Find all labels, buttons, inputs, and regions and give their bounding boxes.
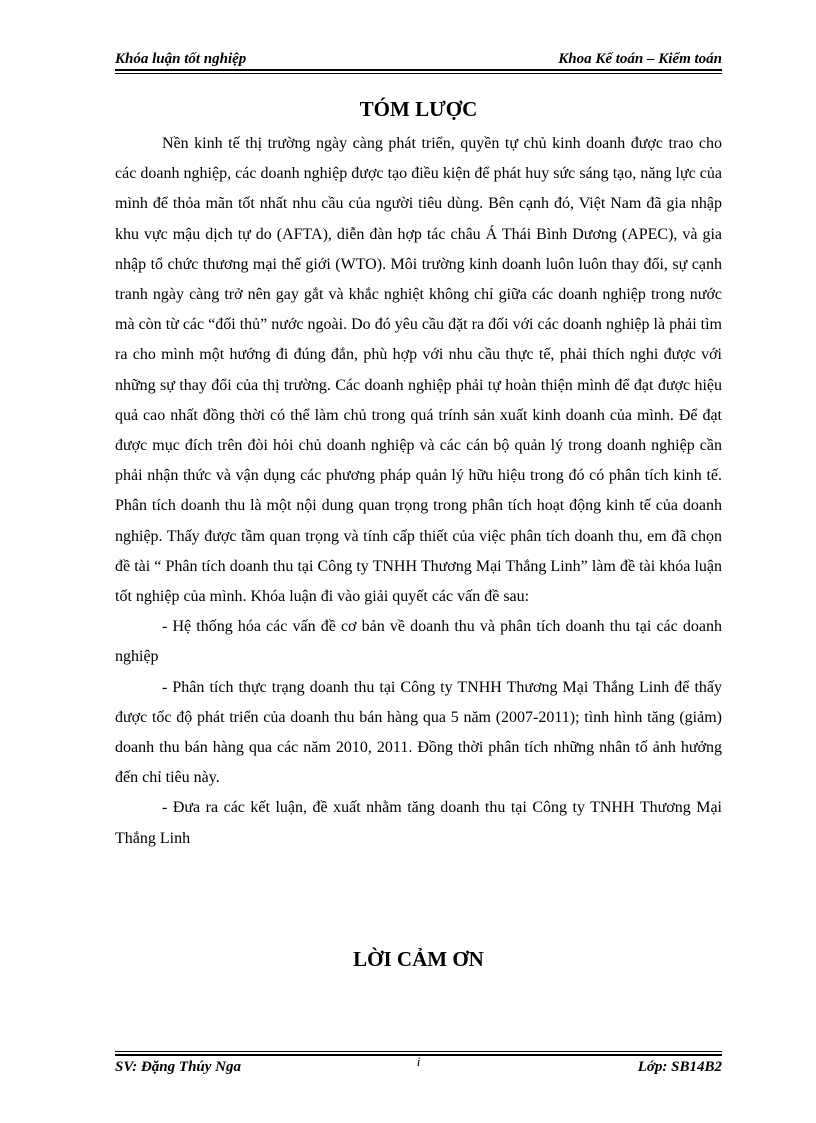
summary-paragraph-intro: Nền kinh tế thị trường ngày càng phát triển, quyền tự chủ kinh doanh được trao cho các doanh nghiệp, các doanh nghiệp được tạo điều kiện để phát huy sức sáng tạo, năng lực của mình để thỏa mãn tốt nhất nhu cầu của người tiêu dùng. Bên cạnh đó, Việt Nam đã gia nhập khu vực mậu dịch tự do (AFTA), diễn đàn hợp tác châu Á Thái Bình Dương (APEC), và gia nhập tổ chức thương mại thế giới (WTO). Môi trường kinh doanh luôn luôn thay đổi, sự cạnh tranh ngày càng trở nên gay gắt và khắc nghiệt không chỉ giữa các doanh nghiệp trong nước mà còn từ các “đối thủ” nước ngoài. Do đó yêu cầu đặt ra đối với các doanh nghiệp là phải tìm ra cho mình một hướng đi đúng đắn, phù hợp với nhu cầu thực tế, phải thích nghi được với những sự thay đổi của thị trường. Các doanh nghiệp phải tự hoàn thiện mình để đạt được hiệu quả cao nhất đồng thời có thể làm chủ trong quá trính sản xuất kinh doanh của mình. Để đạt được mục đích trên đòi hỏi chủ doanh nghiệp và các cán bộ quản lý trong doanh nghiệp cần phải nhận thức và vận dụng các phương pháp quản lý hữu hiệu trong đó có phân tích kinh tế. Phân tích doanh thu là một nội dung quan trọng trong phân tích hoạt động kinh tế của doanh nghiệp. Thấy được tầm quan trọng và tính cấp thiết của việc phân tích doanh thu, em đã chọn đề tài “ Phân tích doanh thu tại Công ty TNHH Thương Mại Thắng Linh” làm đề tài khóa luận tốt nghiệp của mình. Khóa luận đi vào giải quyết các vấn đề sau: bbox=[115, 135, 722, 606]
page-footer bbox=[115, 1054, 722, 1079]
footer-rule-thin bbox=[115, 1051, 722, 1052]
acknowledgement-title: LỜI CẢM ƠN bbox=[353, 947, 484, 971]
header-faculty-label: Khoa Kế toán – Kiểm toán bbox=[558, 51, 722, 67]
summary-paragraph-item-3: - Đưa ra các kết luận, đề xuất nhằm tăng doanh thu tại Công ty TNHH Thương Mại Thắng Linh bbox=[115, 799, 722, 847]
footer-class-label: Lớp: SB14B2 bbox=[637, 1059, 722, 1075]
header-rule-thin bbox=[115, 73, 722, 74]
summary-body bbox=[115, 129, 722, 854]
footer-student-name: SV: Đặng Thúy Nga bbox=[115, 1059, 241, 1075]
summary-paragraph-item-1: - Hệ thống hóa các vấn đề cơ bản về doanh thu và phân tích doanh thu tại các doanh nghiệp bbox=[115, 618, 722, 666]
page-header bbox=[115, 49, 722, 71]
header-rule-thick bbox=[115, 69, 722, 71]
summary-title: TÓM LƯỢC bbox=[359, 97, 478, 121]
header-thesis-label: Khóa luận tốt nghiệp bbox=[115, 51, 247, 67]
summary-paragraph-item-2: - Phân tích thực trạng doanh thu tại Công ty TNHH Thương Mại Thắng Linh để thấy được tốc độ phát triển của doanh thu bán hàng qua 5 năm (2007-2011); tình hình tăng (giảm) doanh thu bán hàng qua các năm 2010, 2011. Đồng thời phân tích những nhân tố ảnh hưởng đến chỉ tiêu này. bbox=[115, 678, 722, 787]
footer-page-number: i bbox=[416, 1054, 421, 1069]
